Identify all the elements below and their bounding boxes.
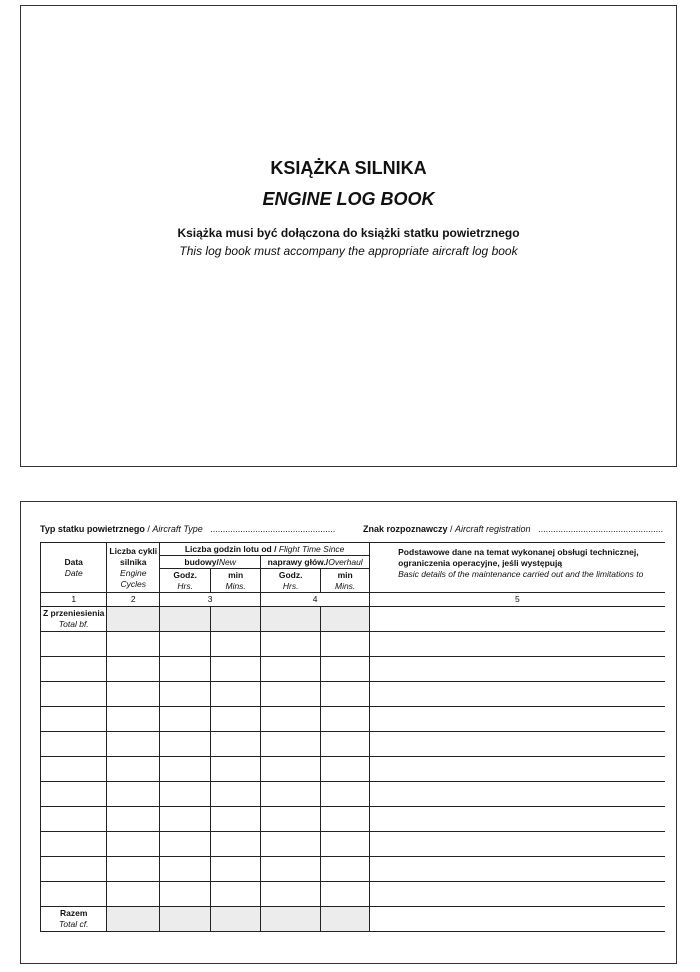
table-cell[interactable] — [41, 807, 107, 832]
table-cell[interactable] — [261, 707, 321, 732]
table-cell[interactable] — [41, 682, 107, 707]
table-cell[interactable] — [370, 632, 665, 657]
table-cell[interactable] — [41, 782, 107, 807]
log-page — [20, 501, 677, 964]
table-cell[interactable] — [107, 832, 160, 857]
table-cell[interactable] — [261, 682, 321, 707]
table-cell[interactable] — [107, 657, 160, 682]
table-cell[interactable] — [261, 657, 321, 682]
brought-forward-label: Z przeniesienia Total bf. — [41, 607, 107, 632]
details-header: Podstawowe dane na temat wykonanej obsługi technicznej, ograniczenia operacyjne, jeśli występują Basic details of the maintenance carried out and the limitations to — [370, 543, 665, 593]
flight-time-header: Liczba godzin lotu od / Flight Time Since — [160, 543, 370, 556]
table-row — [41, 657, 665, 682]
aircraft-type-field[interactable]: .................................................. — [210, 524, 336, 534]
table-row — [41, 782, 665, 807]
table-cell[interactable] — [370, 757, 665, 782]
table-row — [41, 757, 665, 782]
registration-label-pl: Znak rozpoznawczy — [363, 524, 448, 534]
table-cell[interactable] — [107, 882, 160, 907]
table-cell[interactable] — [160, 907, 211, 932]
table-row — [41, 882, 665, 907]
table-cell[interactable] — [41, 857, 107, 882]
table-cell[interactable] — [41, 657, 107, 682]
mins-header-overhaul: min Mins. — [321, 569, 370, 593]
aircraft-type-label-en: Aircraft Type — [152, 524, 203, 534]
table-cell[interactable] — [321, 907, 370, 932]
column-number: 2 — [107, 593, 160, 607]
table-row — [41, 682, 665, 707]
table-cell[interactable] — [321, 832, 370, 857]
date-header: Data Date — [41, 543, 107, 593]
table-cell[interactable] — [107, 607, 160, 632]
column-number: 5 — [370, 593, 665, 607]
table-cell[interactable] — [211, 757, 261, 782]
table-cell[interactable] — [211, 707, 261, 732]
table-cell[interactable] — [370, 882, 665, 907]
table-cell[interactable] — [370, 857, 665, 882]
hrs-header-new: Godz. Hrs. — [160, 569, 211, 593]
total-row — [41, 907, 665, 932]
column-number: 3 — [160, 593, 261, 607]
table-cell[interactable] — [261, 857, 321, 882]
hrs-header-overhaul: Godz. Hrs. — [261, 569, 321, 593]
table-cell[interactable] — [107, 732, 160, 757]
table-cell[interactable] — [321, 707, 370, 732]
table-cell[interactable] — [107, 632, 160, 657]
title-english: ENGINE LOG BOOK — [262, 189, 435, 209]
note-english: This log book must accompany the appropriate aircraft log book — [179, 244, 518, 258]
table-cell[interactable] — [370, 657, 665, 682]
column-number: 1 — [41, 593, 107, 607]
table-cell[interactable] — [261, 882, 321, 907]
table-row — [41, 732, 665, 757]
table-cell[interactable] — [160, 807, 211, 832]
table-cell[interactable] — [41, 707, 107, 732]
table-cell[interactable] — [321, 632, 370, 657]
table-cell[interactable] — [41, 832, 107, 857]
table-cell[interactable] — [261, 732, 321, 757]
table-cell[interactable] — [107, 757, 160, 782]
aircraft-type-line: Typ statku powietrznego / Aircraft Type .................................................. — [40, 524, 336, 534]
table-cell[interactable] — [370, 682, 665, 707]
since-new-header: budowy/New — [160, 556, 261, 569]
column-number-row — [41, 593, 665, 607]
table-cell[interactable] — [160, 607, 211, 632]
table-row — [41, 857, 665, 882]
table-cell[interactable] — [211, 657, 261, 682]
table-cell[interactable] — [370, 782, 665, 807]
registration-field[interactable]: .................................................. — [538, 524, 664, 534]
table-cell[interactable] — [370, 732, 665, 757]
table-cell[interactable] — [107, 857, 160, 882]
table-cell[interactable] — [160, 757, 211, 782]
table-cell[interactable] — [107, 682, 160, 707]
table-cell[interactable] — [211, 907, 261, 932]
table-cell[interactable] — [321, 782, 370, 807]
table-cell[interactable] — [41, 882, 107, 907]
table-cell[interactable] — [160, 682, 211, 707]
table-cell[interactable] — [261, 807, 321, 832]
table-cell[interactable] — [107, 807, 160, 832]
table-cell[interactable] — [211, 857, 261, 882]
table-cell[interactable] — [160, 857, 211, 882]
table-cell[interactable] — [160, 832, 211, 857]
table-cell[interactable] — [160, 782, 211, 807]
title-polish: KSIĄŻKA SILNIKA — [270, 158, 427, 178]
total-label: Razem Total cf. — [41, 907, 107, 932]
table-cell[interactable] — [370, 707, 665, 732]
table-cell[interactable] — [321, 807, 370, 832]
table-cell[interactable] — [261, 832, 321, 857]
table-cell[interactable] — [370, 907, 665, 932]
table-cell[interactable] — [321, 757, 370, 782]
table-row — [41, 832, 665, 857]
table-cell[interactable] — [370, 607, 665, 632]
table-cell[interactable] — [41, 732, 107, 757]
table-cell[interactable] — [211, 607, 261, 632]
table-cell[interactable] — [107, 707, 160, 732]
table-cell[interactable] — [261, 907, 321, 932]
table-cell[interactable] — [211, 882, 261, 907]
table-cell[interactable] — [211, 832, 261, 857]
table-row — [41, 807, 665, 832]
table-cell[interactable] — [160, 882, 211, 907]
table-cell[interactable] — [160, 632, 211, 657]
since-overhaul-header: naprawy głów./Overhaul — [261, 556, 370, 569]
aircraft-type-label-pl: Typ statku powietrznego — [40, 524, 145, 534]
cycles-header: Liczba cykli silnika Engine Cycles — [107, 543, 160, 593]
table-cell[interactable] — [160, 707, 211, 732]
table-cell[interactable] — [321, 732, 370, 757]
table-cell[interactable] — [160, 732, 211, 757]
table-cell[interactable] — [261, 607, 321, 632]
cover-page — [20, 5, 677, 467]
table-cell[interactable] — [211, 782, 261, 807]
table-cell[interactable] — [211, 732, 261, 757]
table-cell[interactable] — [261, 632, 321, 657]
table-cell[interactable] — [41, 757, 107, 782]
table-row — [41, 632, 665, 657]
table-cell[interactable] — [160, 657, 211, 682]
table-cell[interactable] — [370, 832, 665, 857]
table-cell[interactable] — [107, 782, 160, 807]
table-cell[interactable] — [211, 807, 261, 832]
registration-line: Znak rozpoznawczy / Aircraft registration .................................................. — [363, 524, 664, 534]
table-cell[interactable] — [261, 782, 321, 807]
table-cell[interactable] — [370, 807, 665, 832]
table-row — [41, 707, 665, 732]
table-cell[interactable] — [261, 757, 321, 782]
table-cell[interactable] — [211, 632, 261, 657]
table-cell[interactable] — [321, 607, 370, 632]
column-number: 4 — [261, 593, 370, 607]
table-cell[interactable] — [211, 682, 261, 707]
table-cell[interactable] — [321, 882, 370, 907]
table-cell[interactable] — [41, 632, 107, 657]
brought-forward-row — [41, 607, 665, 632]
table-cell[interactable] — [107, 907, 160, 932]
log-table — [40, 542, 665, 932]
table-cell[interactable] — [321, 682, 370, 707]
table-cell[interactable] — [321, 657, 370, 682]
note-polish: Książka musi być dołączona do książki statku powietrznego — [177, 226, 520, 240]
mins-header-new: min Mins. — [211, 569, 261, 593]
table-cell[interactable] — [321, 857, 370, 882]
registration-label-en: Aircraft registration — [455, 524, 531, 534]
